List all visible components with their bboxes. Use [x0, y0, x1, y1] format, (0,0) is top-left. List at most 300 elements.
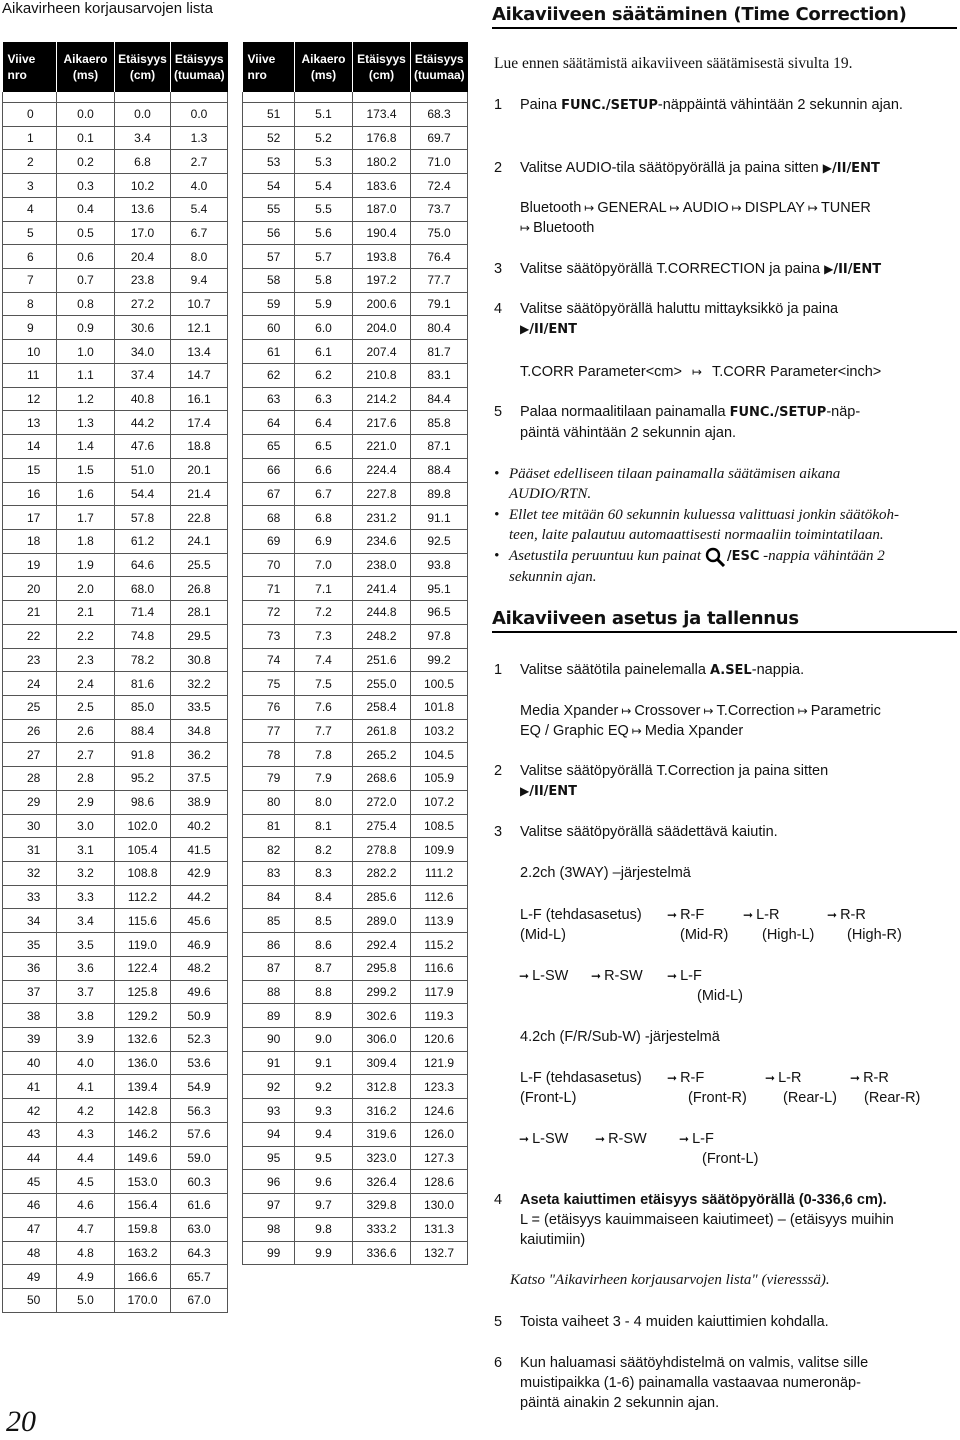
table-cell: 0.2: [57, 150, 115, 174]
table-cell: 7.1: [295, 577, 353, 601]
table-cell: 58: [243, 269, 295, 293]
table-cell: 59: [243, 292, 295, 316]
table-cell: 33: [3, 885, 57, 909]
table-cell: 180.2: [353, 150, 411, 174]
table-cell: 11: [3, 363, 57, 387]
table-cell: 275.4: [353, 814, 411, 838]
table-cell: 85: [243, 909, 295, 933]
table-cell: 316.2: [353, 1099, 411, 1123]
table-row: [3, 838, 228, 862]
table-cell: 7.7: [295, 719, 353, 743]
table-cell: 24.1: [171, 529, 228, 553]
column-header: Aikaero (ms): [295, 42, 353, 92]
speaker-label: L-F: [692, 1131, 714, 1147]
table-row: [243, 150, 468, 174]
arrow-icon: ↦: [691, 365, 703, 379]
table-cell: 96.5: [411, 601, 468, 625]
table-cell: 5: [3, 221, 57, 245]
table-cell: 2.5: [57, 695, 115, 719]
table-cell: 37: [3, 980, 57, 1004]
table-cell: 130.0: [411, 1194, 468, 1218]
table-cell: 156.4: [115, 1194, 171, 1218]
table-cell: 4.5: [57, 1170, 115, 1194]
table-cell: 170.0: [115, 1288, 171, 1312]
table-cell: 83: [243, 862, 295, 886]
column-header: Aikaero (ms): [57, 42, 115, 92]
table-cell: 60: [243, 316, 295, 340]
speaker-item: L-F (tehdasasetus): [520, 907, 642, 923]
table-cell: 132.7: [411, 1241, 468, 1265]
table-cell: 21.4: [171, 482, 228, 506]
table-row: [3, 553, 228, 577]
bullet-text: [509, 464, 959, 504]
table-cell: 5.4: [295, 174, 353, 198]
table-cell: 312.8: [353, 1075, 411, 1099]
table-cell: 91.1: [411, 506, 468, 530]
speaker-sub: (Mid-R): [680, 927, 729, 943]
table-row: [243, 814, 468, 838]
bullet-line: Ellet tee mitään 60 sekunnin kuluessa valittuasi jonkin säätökoh-: [509, 507, 899, 523]
table-cell: 7.0: [295, 553, 353, 577]
table-cell: 6.0: [295, 316, 353, 340]
table-cell: 47: [3, 1217, 57, 1241]
table-cell: 3.5: [57, 933, 115, 957]
table-cell: 39: [3, 1028, 57, 1052]
table-cell: 2.0: [57, 577, 115, 601]
table-cell: 4.6: [57, 1194, 115, 1218]
table-cell: 6.3: [295, 387, 353, 411]
table-cell: 102.0: [115, 814, 171, 838]
table-cell: 7.9: [295, 767, 353, 791]
table-cell: 22.8: [171, 506, 228, 530]
speaker-item: [824, 905, 866, 925]
table-cell: 3.4: [115, 126, 171, 150]
table-cell: 1.3: [171, 126, 228, 150]
table-row: [243, 577, 468, 601]
mode-item: Media Xpander: [644, 723, 744, 739]
table-row: [243, 174, 468, 198]
key-label: /II/ENT: [529, 322, 578, 337]
table-cell: 9.3: [295, 1099, 353, 1123]
table-cell: 41.5: [171, 838, 228, 862]
table-cell: 176.8: [353, 126, 411, 150]
table-cell: 122.4: [115, 956, 171, 980]
table-row: [243, 933, 468, 957]
table-cell: 98: [243, 1217, 295, 1241]
table-cell: 95.2: [115, 767, 171, 791]
table-row: [3, 719, 228, 743]
speaker-label: R-SW: [604, 968, 643, 984]
section-title-delay-setting: Aikaviiveen asetus ja tallennus: [492, 608, 957, 633]
table-cell: 7.3: [295, 624, 353, 648]
table-cell: 2.7: [171, 150, 228, 174]
table-cell: 38.9: [171, 790, 228, 814]
table-cell: 2.1: [57, 601, 115, 625]
table-cell: 2.3: [57, 648, 115, 672]
bullet-line: teen, laite palautuu automaattisesti normaaliin toimintatilaan.: [509, 527, 884, 543]
table-cell: 88: [243, 980, 295, 1004]
table-cell: 57: [243, 245, 295, 269]
table-cell: 142.8: [115, 1099, 171, 1123]
table-row: [243, 909, 468, 933]
intro-text: Lue ennen säätämistä aikaviiveen säätämisestä sivulta 19.: [494, 55, 853, 72]
table-row: [3, 506, 228, 530]
table-cell: 101.8: [411, 695, 468, 719]
table-row: [243, 767, 468, 791]
table-cell: 238.0: [353, 553, 411, 577]
step-number: 3: [494, 824, 503, 840]
table-cell: 38: [3, 1004, 57, 1028]
table-cell: 73.7: [411, 197, 468, 221]
table-cell: 10: [3, 340, 57, 364]
mode-item: TUNER: [820, 200, 871, 216]
table-cell: 63: [243, 387, 295, 411]
table-row: [3, 1122, 228, 1146]
left-title: Aikavirheen korjausarvojen lista: [2, 0, 213, 17]
table-cell: 57.6: [171, 1122, 228, 1146]
table-cell: 103.2: [411, 719, 468, 743]
table-cell: 9.7: [295, 1194, 353, 1218]
key-label: FUNC./SETUP: [729, 405, 827, 420]
table-cell: 119.0: [115, 933, 171, 957]
table-row: [3, 126, 228, 150]
step-label: päintä vähintään 2 sekunnin ajan.: [520, 425, 737, 441]
table-row: [243, 1004, 468, 1028]
table-row: [3, 1028, 228, 1052]
step-text: [520, 158, 960, 179]
table-cell: 120.6: [411, 1028, 468, 1052]
table-row: [243, 316, 468, 340]
key-label: A.SEL: [709, 663, 752, 678]
table-cell: 1.2: [57, 387, 115, 411]
table-cell: 8.1: [295, 814, 353, 838]
table-cell: 6: [3, 245, 57, 269]
table-row: [243, 1241, 468, 1265]
table-cell: 227.8: [353, 482, 411, 506]
speaker-sub: (Front-L): [520, 1090, 577, 1106]
bullet-line: AUDIO/RTN.: [509, 486, 592, 502]
table-cell: 3.8: [57, 1004, 115, 1028]
table-cell: 60.3: [171, 1170, 228, 1194]
speaker-sub: (Rear-R): [864, 1090, 921, 1106]
arrow-icon: ➞: [743, 908, 754, 922]
play-icon: ▶: [520, 322, 530, 336]
table-cell: 109.9: [411, 838, 468, 862]
table-cell: 163.2: [115, 1241, 171, 1265]
step-text: [520, 402, 958, 443]
table-row: [243, 648, 468, 672]
table-cell: 93: [243, 1099, 295, 1123]
table-cell: 84.4: [411, 387, 468, 411]
table-cell: 36.2: [171, 743, 228, 767]
table-cell: 68: [243, 506, 295, 530]
table-cell: 69.7: [411, 126, 468, 150]
table-cell: 0.8: [57, 292, 115, 316]
table-cell: 7.2: [295, 601, 353, 625]
table-row: [243, 1122, 468, 1146]
table-cell: 2.2: [57, 624, 115, 648]
table-cell: 8.7: [295, 956, 353, 980]
step-number: 4: [494, 1192, 503, 1208]
table-cell: 66: [243, 458, 295, 482]
spacer-cell: [57, 92, 115, 103]
mode-item: Parametric: [810, 703, 881, 719]
parameter-sequence: [520, 362, 958, 382]
table-cell: 35: [3, 933, 57, 957]
table-cell: 18: [3, 529, 57, 553]
table-cell: 108.5: [411, 814, 468, 838]
table-cell: 14: [3, 435, 57, 459]
speaker-item: L-F (tehdasasetus): [520, 1070, 642, 1086]
speaker-label: L-SW: [532, 968, 569, 984]
table-row: [243, 1099, 468, 1123]
step-label: kaiutimiin): [520, 1232, 586, 1248]
table-row: [3, 529, 228, 553]
table-cell: 5.0: [57, 1288, 115, 1312]
table-cell: 36: [3, 956, 57, 980]
table-row: [243, 221, 468, 245]
step-number: 3: [494, 261, 503, 277]
table-row: [3, 103, 228, 127]
table-cell: 74.8: [115, 624, 171, 648]
column-header: Etäisyys (tuumaa): [411, 42, 468, 92]
table-cell: 91.8: [115, 743, 171, 767]
step-number: 2: [494, 160, 503, 176]
speaker-item: [516, 1129, 568, 1149]
step-number: 6: [494, 1355, 503, 1371]
speaker-sub: (Front-L): [702, 1151, 759, 1167]
table-cell: 27: [3, 743, 57, 767]
table-cell: 6.1: [295, 340, 353, 364]
table-cell: 59.0: [171, 1146, 228, 1170]
table-row: [3, 1099, 228, 1123]
table-cell: 24: [3, 672, 57, 696]
table-cell: 26.8: [171, 577, 228, 601]
table-header-row: [3, 42, 228, 92]
table-cell: 7: [3, 269, 57, 293]
step-number: 5: [494, 1314, 503, 1330]
table-cell: 97: [243, 1194, 295, 1218]
play-icon: ▶: [824, 262, 834, 276]
table-cell: 319.6: [353, 1122, 411, 1146]
table-cell: 89.8: [411, 482, 468, 506]
speaker-item: [762, 1068, 801, 1088]
step-number: 1: [494, 97, 503, 113]
table-cell: 14.7: [171, 363, 228, 387]
table-row: [3, 933, 228, 957]
table-row: [3, 695, 228, 719]
table-row: [243, 269, 468, 293]
table-cell: 80.4: [411, 316, 468, 340]
table-cell: 44: [3, 1146, 57, 1170]
table-cell: 12.1: [171, 316, 228, 340]
spacer-cell: [171, 92, 228, 103]
table-cell: 187.0: [353, 197, 411, 221]
table-cell: 0.0: [57, 103, 115, 127]
table-cell: 113.9: [411, 909, 468, 933]
table-cell: 9.8: [295, 1217, 353, 1241]
table-cell: 25: [3, 695, 57, 719]
table-row: [3, 862, 228, 886]
table-cell: 73: [243, 624, 295, 648]
table-cell: 10.7: [171, 292, 228, 316]
table-cell: 326.4: [353, 1170, 411, 1194]
table-cell: 31: [3, 838, 57, 862]
table-row: [3, 790, 228, 814]
table-cell: 5.5: [295, 197, 353, 221]
table-cell: 37.5: [171, 767, 228, 791]
table-cell: 87.1: [411, 435, 468, 459]
table-cell: 105.9: [411, 767, 468, 791]
table-cell: 4.8: [57, 1241, 115, 1265]
reference-note: Katso "Aikavirheen korjausarvojen lista" (vieresssä).: [510, 1272, 830, 1288]
table-cell: 86: [243, 933, 295, 957]
table-row: [3, 1241, 228, 1265]
table-cell: 90: [243, 1028, 295, 1052]
table-cell: 45: [3, 1170, 57, 1194]
bullet-text: [509, 546, 959, 587]
section-title-time-correction: Aikaviiveen säätäminen (Time Correction): [492, 4, 957, 29]
table-cell: 258.4: [353, 695, 411, 719]
table-row: [3, 1288, 228, 1312]
table-cell: 214.2: [353, 387, 411, 411]
table-cell: 6.6: [295, 458, 353, 482]
play-icon: ▶: [520, 784, 530, 798]
table-cell: 8.0: [171, 245, 228, 269]
table-cell: 278.8: [353, 838, 411, 862]
table-row: [3, 435, 228, 459]
speaker-sub: (High-L): [762, 927, 815, 943]
table-cell: 10.2: [115, 174, 171, 198]
step-number: 2: [494, 763, 503, 779]
table-row: [3, 648, 228, 672]
table-row: [243, 482, 468, 506]
bullet-marker: •: [494, 548, 500, 564]
arrow-icon: ➞: [667, 1071, 678, 1085]
table-cell: 6.8: [295, 506, 353, 530]
table-row: [3, 1265, 228, 1289]
arrow-icon: ↦: [669, 201, 680, 215]
table-cell: 57.8: [115, 506, 171, 530]
page-number: 20: [6, 1405, 36, 1438]
table-cell: 45.6: [171, 909, 228, 933]
table-cell: 78.2: [115, 648, 171, 672]
bullet-line: -nappia vähintään 2: [763, 548, 885, 564]
table-cell: 67.0: [171, 1288, 228, 1312]
column-header: Etäisyys (tuumaa): [171, 42, 228, 92]
table-cell: 7.4: [295, 648, 353, 672]
step-text: [520, 1190, 958, 1250]
table-cell: 76: [243, 695, 295, 719]
table-cell: 265.2: [353, 743, 411, 767]
step-label: Valitse säätöpyörällä haluttu mittayksikkö ja paina: [520, 301, 839, 317]
arrow-icon: ➞: [679, 1132, 690, 1146]
table-cell: 9.5: [295, 1146, 353, 1170]
arrow-icon: ➞: [827, 908, 838, 922]
spacer-cell: [411, 92, 468, 103]
table-cell: 125.8: [115, 980, 171, 1004]
arrow-icon: ↦: [807, 201, 818, 215]
table-cell: 136.0: [115, 1051, 171, 1075]
table-cell: 18.8: [171, 435, 228, 459]
spacer-cell: [115, 92, 171, 103]
table-spacer: [3, 92, 228, 103]
table-cell: 0.0: [171, 103, 228, 127]
table-cell: 204.0: [353, 316, 411, 340]
table-cell: 20.1: [171, 458, 228, 482]
table-cell: 8.9: [295, 1004, 353, 1028]
table-cell: 54.9: [171, 1075, 228, 1099]
table-cell: 56: [243, 221, 295, 245]
table-cell: 64.3: [171, 1241, 228, 1265]
table-cell: 7.6: [295, 695, 353, 719]
step-label: -näppäintä vähintään 2 sekunnin ajan.: [657, 97, 903, 113]
table-cell: 302.6: [353, 1004, 411, 1028]
table-row: [243, 1028, 468, 1052]
table-cell: 323.0: [353, 1146, 411, 1170]
table-cell: 30.6: [115, 316, 171, 340]
table-cell: 54.4: [115, 482, 171, 506]
step-text: [520, 761, 958, 802]
table-cell: 261.8: [353, 719, 411, 743]
table-cell: 84: [243, 885, 295, 909]
step-label: -nappia.: [751, 662, 805, 678]
table-cell: 72.4: [411, 174, 468, 198]
table-row: [243, 838, 468, 862]
table-cell: 41: [3, 1075, 57, 1099]
mode-item: EQ / Graphic EQ: [520, 723, 629, 739]
mode-item: Media Xpander: [520, 703, 619, 719]
table-cell: 292.4: [353, 933, 411, 957]
arrow-icon: ➞: [667, 969, 678, 983]
table-cell: 8.3: [295, 862, 353, 886]
table-cell: 115.2: [411, 933, 468, 957]
table-cell: 115.6: [115, 909, 171, 933]
table-cell: 0.0: [115, 103, 171, 127]
key-label: /II/ENT: [832, 161, 880, 176]
table-row: [243, 695, 468, 719]
table-cell: 77.7: [411, 269, 468, 293]
mode-item: Bluetooth: [520, 200, 582, 216]
table-cell: 71: [243, 577, 295, 601]
table-row: [3, 672, 228, 696]
table-cell: 2.7: [57, 743, 115, 767]
mode-item: Crossover: [634, 703, 701, 719]
table-row: [3, 1194, 228, 1218]
table-row: [3, 221, 228, 245]
step-text: Valitse säätöpyörällä säädettävä kaiutin.: [520, 824, 778, 840]
table-cell: 1.5: [57, 458, 115, 482]
table-cell: 9.2: [295, 1075, 353, 1099]
table-cell: 131.3: [411, 1217, 468, 1241]
table-cell: 15: [3, 458, 57, 482]
table-row: [243, 553, 468, 577]
table-cell: 336.6: [353, 1241, 411, 1265]
table-cell: 3.3: [57, 885, 115, 909]
table-row: [243, 411, 468, 435]
table-cell: 9.4: [295, 1122, 353, 1146]
table-cell: 3.4: [57, 909, 115, 933]
table-cell: 50.9: [171, 1004, 228, 1028]
table-cell: 159.8: [115, 1217, 171, 1241]
spacer-cell: [295, 92, 353, 103]
table-cell: 3: [3, 174, 57, 198]
table-cell: 3.7: [57, 980, 115, 1004]
table-cell: 43: [3, 1122, 57, 1146]
step-label: Kun haluamasi säätöyhdistelmä on valmis, valitse sille: [520, 1355, 869, 1371]
mode-item: Bluetooth: [533, 220, 595, 236]
table-cell: 231.2: [353, 506, 411, 530]
